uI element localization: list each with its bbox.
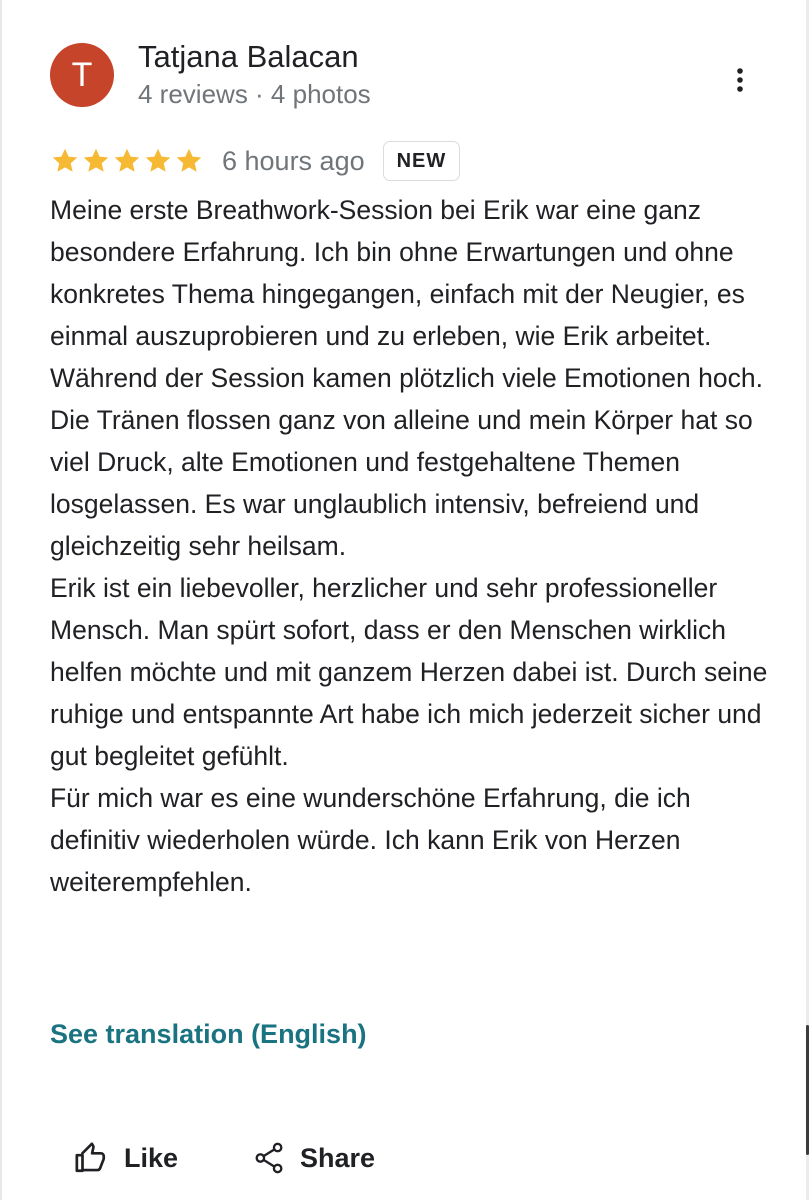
more-options-button[interactable] <box>718 58 762 102</box>
star-rating <box>50 146 204 176</box>
share-icon <box>254 1142 284 1174</box>
star-icon <box>112 146 142 176</box>
see-translation-link[interactable]: See translation (English) <box>50 1019 367 1049</box>
new-badge: NEW <box>383 141 461 181</box>
author-name[interactable]: Tatjana Balacan <box>138 39 359 74</box>
star-icon <box>174 146 204 176</box>
thumbs-up-icon <box>74 1141 108 1175</box>
share-label: Share <box>300 1142 376 1173</box>
review-time: 6 hours ago <box>222 145 365 176</box>
author-avatar[interactable]: T <box>50 43 114 107</box>
like-label: Like <box>124 1142 179 1173</box>
author-meta: 4 reviews · 4 photos <box>138 79 371 109</box>
review-text: Meine erste Breathwork-Session bei Erik war eine ganz besondere Erfahrung. Ich bin ohne Erwartungen und ohne konkretes Thema hingegangen, einfach mit der Neugier, es einmal auszuprobieren und zu erleben, wie Erik arbeitet. Während der Session kamen plötzlich viele Emotionen hoch. Die Tränen flossen ganz von alleine und mein Körper hat so viel Druck, alte Emotionen und festgehaltene Themen losgelassen. Es war unglaublich intensiv, befreiend und gleichzeitig sehr heilsam. Erik ist ein liebevoller, herzlicher und sehr professioneller Mensch. Man spürt sofort, dass er den Menschen wirklich helfen möchte und mit ganzem Herzen dabei ist. Durch seine ruhige und entspannte Art habe ich mich jederzeit sicher und gut begleitet gefühlt. Für mich war es eine wunderschöne Erfahrung, die ich definitiv wiederholen würde. Ich kann Erik von Herzen weiterempfehlen. <box>50 195 768 897</box>
rating-row <box>50 140 460 182</box>
like-button[interactable] <box>74 1136 178 1180</box>
more-vert-icon <box>736 68 744 92</box>
share-button[interactable] <box>254 1136 375 1180</box>
star-icon <box>50 146 80 176</box>
panel-left-border <box>0 0 2 1200</box>
star-icon <box>81 146 111 176</box>
star-icon <box>143 146 173 176</box>
